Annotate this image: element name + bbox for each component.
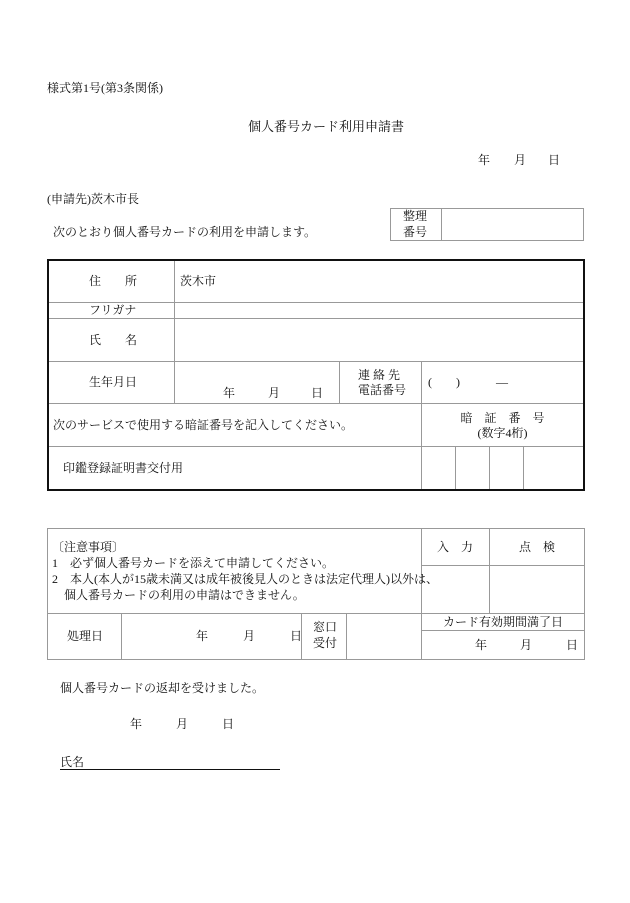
return-statement: 個人番号カードの返却を受けました。 — [60, 681, 265, 695]
pin-instruction: 次のサービスで使用する暗証番号を記入してください。 — [53, 418, 354, 432]
pin-header: 暗 証 番 号 — [460, 411, 545, 425]
return-day[interactable]: 日 — [222, 717, 235, 731]
notes-item-2-cont: 個人番号カードの利用の申請はできません。 — [64, 588, 305, 602]
name-label: 氏 名 — [89, 333, 138, 347]
return-month[interactable]: 月 — [176, 717, 189, 731]
expiry-day: 日 — [566, 638, 579, 652]
service-label: 印鑑登録証明書交付用 — [63, 461, 184, 475]
phone-label-2: 電話番号 — [358, 383, 407, 397]
processing-day: 日 — [290, 629, 303, 643]
notes-item-1: 1 必ず個人番号カードを添えて申請してください。 — [52, 556, 335, 570]
addressee: (申請先)茨木市長 — [47, 192, 139, 206]
form-number: 様式第1号(第3条関係) — [47, 81, 163, 95]
header-year: 年 — [478, 153, 491, 167]
counter-label-2: 受付 — [313, 636, 338, 650]
furigana-label: フリガナ — [89, 303, 137, 317]
name-field[interactable] — [176, 320, 581, 360]
header-month: 月 — [514, 153, 527, 167]
processing-month: 月 — [243, 629, 256, 643]
address-field[interactable]: 茨木市 — [180, 274, 217, 288]
pin-digit-1[interactable] — [422, 447, 454, 489]
expiry-month: 月 — [520, 638, 533, 652]
phone-label-1: 連 絡 先 — [358, 368, 401, 382]
check-label: 点 検 — [518, 540, 555, 554]
signature-line[interactable] — [60, 769, 280, 770]
furigana-field[interactable] — [176, 303, 581, 317]
pin-digit-4[interactable] — [524, 447, 582, 489]
form-title: 個人番号カード利用申請書 — [248, 119, 405, 134]
processing-year: 年 — [196, 629, 209, 643]
return-year[interactable]: 年 — [130, 717, 143, 731]
notes-item-2: 2 本人(本人が15歳未満又は成年被後見人のときは法定代理人)以外は、 — [52, 572, 438, 586]
reference-label-2: 番号 — [403, 225, 428, 239]
birth-day[interactable]: 日 — [311, 386, 324, 400]
phone-field[interactable]: ( ) — — [428, 375, 508, 389]
expiry-label: カード有効期間満了日 — [442, 615, 563, 629]
pin-digit-3[interactable] — [490, 447, 522, 489]
birthdate-label: 生年月日 — [89, 375, 138, 389]
birth-month[interactable]: 月 — [268, 386, 281, 400]
return-name-label: 氏名 — [60, 755, 85, 769]
processing-date-label: 処理日 — [67, 629, 104, 643]
birth-year[interactable]: 年 — [223, 386, 236, 400]
pin-digit-2[interactable] — [456, 447, 488, 489]
pin-subheader: (数字4桁) — [477, 426, 528, 440]
counter-label-1: 窓口 — [313, 620, 338, 634]
address-label: 住 所 — [89, 274, 138, 288]
intro-text: 次のとおり個人番号カードの利用を申請します。 — [53, 225, 317, 239]
header-day: 日 — [548, 153, 561, 167]
reference-label-1: 整理 — [403, 209, 428, 223]
notes-heading: 〔注意事項〕 — [52, 540, 125, 554]
expiry-year: 年 — [475, 638, 488, 652]
input-label: 入 力 — [436, 540, 473, 554]
